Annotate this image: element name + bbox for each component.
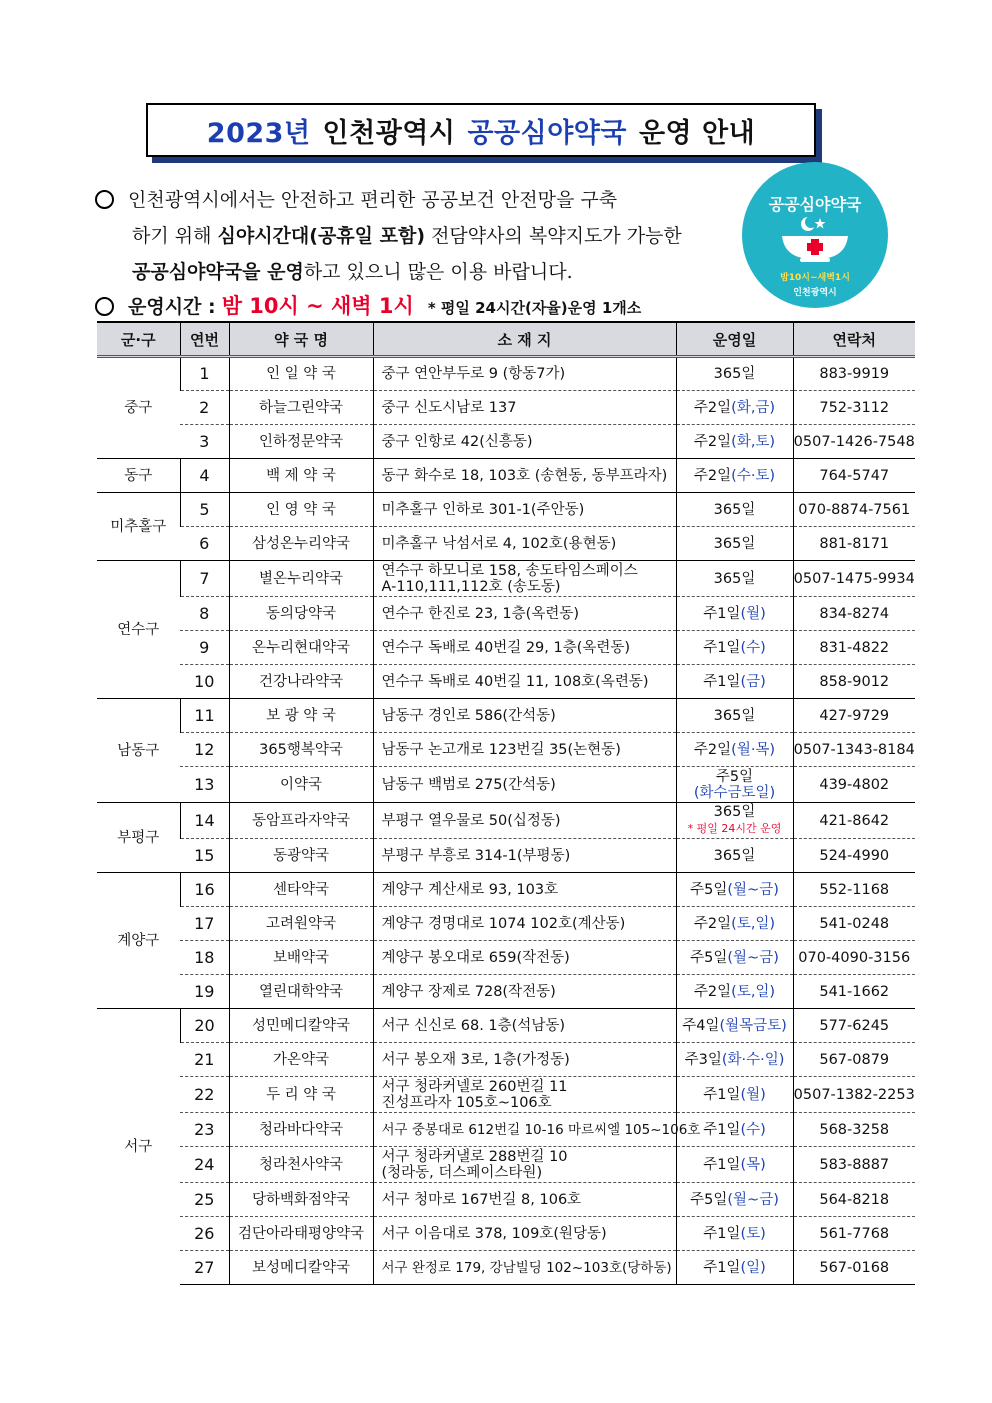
operating-day-cell: [676, 975, 793, 1009]
number-cell: 21: [180, 1043, 229, 1077]
phone-cell: 567-0168: [793, 1251, 915, 1285]
day-count: 365일: [713, 366, 756, 382]
phone-cell: 070-8874-7561: [793, 493, 915, 527]
table-row: [97, 1113, 915, 1147]
day-count: 주1일: [703, 1086, 741, 1103]
pharmacy-name-cell: 센타약국: [229, 873, 373, 907]
address-line: 연수구 독배로 40번길 29, 1층(옥련동): [381, 639, 631, 656]
table-row: [97, 1147, 915, 1183]
table-row: [97, 1009, 915, 1043]
intro-line3b: 하고 있으니 많은 이용 바랍니다.: [303, 261, 573, 283]
number-cell: 2: [180, 391, 229, 425]
phone-cell: 0507-1426-7548: [793, 425, 915, 459]
address-cell: [373, 733, 676, 767]
day-detail: (금): [740, 673, 766, 690]
address-cell: [373, 357, 676, 391]
day-count: 주5일: [690, 1191, 728, 1208]
phone-cell: 883-9919: [793, 357, 915, 391]
number-cell: 9: [180, 631, 229, 665]
day-detail: (일): [740, 1259, 766, 1276]
header-cell-4: 운영일: [676, 322, 793, 357]
day-count: 주2일: [693, 983, 732, 1000]
table-body: [97, 357, 915, 1285]
operating-day-cell: [676, 425, 793, 459]
address-cell: [373, 425, 676, 459]
operating-day-cell: [676, 357, 793, 391]
day-count: 365일: [713, 847, 756, 864]
address-cell: [373, 1077, 676, 1113]
number-cell: 8: [180, 597, 229, 631]
intro-line3-bold: 공공심야약국을 운영: [132, 261, 304, 283]
day-detail: (월): [740, 1086, 766, 1103]
day-count: 주2일: [693, 467, 732, 484]
intro-line1: 인천광역시에서는 안전하고 편리한 공공보건 안전망을 구축: [128, 189, 618, 211]
day-count: 주1일: [703, 1225, 741, 1242]
header-cell-5: 연락처: [793, 322, 915, 357]
pharmacy-badge: [742, 162, 888, 308]
phone-cell: 0507-1343-8184: [793, 733, 915, 767]
table-row: [97, 1217, 915, 1251]
pharmacy-name-cell: 하늘그린약국: [229, 391, 373, 425]
operating-day-cell: [676, 839, 793, 873]
number-cell: 15: [180, 839, 229, 873]
intro-line2-bold: 심야시간대(공휴일 포함): [217, 225, 426, 247]
day-detail: (월~금): [727, 881, 779, 898]
pharmacy-name-cell: 당하백화점약국: [229, 1183, 373, 1217]
badge-title: 공공심야약국: [768, 195, 862, 214]
address-line: 서구 청라커넬로 260번길 11: [381, 1078, 568, 1095]
phone-cell: 421-8642: [793, 803, 915, 839]
phone-cell: 752-3112: [793, 391, 915, 425]
operating-day-cell: [676, 873, 793, 907]
table-row: [97, 733, 915, 767]
address-line: 부평구 열우물로 50(십정동): [381, 812, 561, 829]
day-detail: (수): [740, 1121, 766, 1138]
day-detail: (수·토): [731, 467, 776, 484]
table-row: [97, 873, 915, 907]
address-cell: [373, 1043, 676, 1077]
address-line: 서구 완정로 179, 강남빌딩 102~103호(당하동): [381, 1259, 672, 1276]
phone-cell: 561-7768: [793, 1217, 915, 1251]
address-cell: [373, 907, 676, 941]
operating-day-cell: [676, 527, 793, 561]
number-cell: 4: [180, 459, 229, 493]
operating-day-cell: [676, 665, 793, 699]
address-line: 미추홀구 인하로 301-1(주안동): [381, 501, 585, 518]
number-cell: 17: [180, 907, 229, 941]
address-cell: [373, 493, 676, 527]
pharmacy-name-cell: 검단아라태평양약국: [229, 1217, 373, 1251]
address-cell: [373, 459, 676, 493]
pharmacy-name-cell: 동의당약국: [229, 597, 373, 631]
phone-cell: 0507-1382-2253: [793, 1077, 915, 1113]
day-count: 주5일: [690, 881, 728, 898]
day-detail: (화수금토일): [693, 784, 776, 801]
day-detail: (토,일): [731, 915, 776, 932]
pharmacy-name-cell: 백 제 약 국: [229, 459, 373, 493]
number-cell: 26: [180, 1217, 229, 1251]
district-cell: 남동구: [97, 699, 180, 803]
day-count: 주5일: [715, 768, 754, 785]
district-cell: 부평구: [97, 803, 180, 873]
pharmacy-name-cell: 성민메디칼약국: [229, 1009, 373, 1043]
day-detail: (월): [740, 605, 766, 622]
pharmacy-name-cell: 이약국: [229, 767, 373, 803]
table-header-row: [97, 322, 915, 357]
address-line: 서구 신신로 68. 1층(석남동): [381, 1017, 565, 1034]
phone-cell: 577-6245: [793, 1009, 915, 1043]
day-detail: (화,토): [731, 433, 776, 450]
title-city: 인천광역시: [322, 117, 456, 149]
address-line: 중구 신도시남로 137: [381, 399, 517, 416]
address-line: 서구 중봉대로 612번길 10-16 마르씨엘 105~106호: [381, 1121, 701, 1138]
pharmacy-name-cell: 인하정문약국: [229, 425, 373, 459]
address-line: 동구 화수로 18, 103호 (송현동, 동부프라자): [381, 467, 668, 484]
address-cell: [373, 631, 676, 665]
number-cell: 16: [180, 873, 229, 907]
day-count: 주1일: [703, 605, 741, 622]
table-row: [97, 425, 915, 459]
address-cell: [373, 665, 676, 699]
title-highlight: 공공심야약국: [467, 117, 627, 149]
day-detail: (월~금): [727, 949, 779, 966]
pharmacy-name-cell: 청라천사약국: [229, 1147, 373, 1183]
day-count: 주2일: [693, 915, 732, 932]
phone-cell: 881-8171: [793, 527, 915, 561]
pharmacy-name-cell: 별온누리약국: [229, 561, 373, 597]
address-line: 연수구 하모니로 158, 송도타임스페이스: [381, 562, 638, 579]
table-row: [97, 1043, 915, 1077]
address-cell: [373, 1217, 676, 1251]
day-detail: (화·수·일): [721, 1051, 785, 1068]
number-cell: 1: [180, 357, 229, 391]
day-count: 365일: [713, 535, 756, 552]
address-line: 연수구 독배로 40번길 11, 108호(옥련동): [381, 673, 649, 690]
address-cell: [373, 527, 676, 561]
table-row: [97, 357, 915, 391]
phone-cell: 858-9012: [793, 665, 915, 699]
hours-label: 운영시간 :: [128, 296, 216, 318]
day-count: 주4일: [682, 1017, 720, 1034]
address-line: 남동구 경인로 586(간석동): [381, 707, 556, 724]
pharmacy-name-cell: 인 영 약 국: [229, 493, 373, 527]
number-cell: 10: [180, 665, 229, 699]
number-cell: 27: [180, 1251, 229, 1285]
phone-cell: 568-3258: [793, 1113, 915, 1147]
day-detail: (월목금토): [719, 1017, 787, 1034]
day-count: 주1일: [703, 1156, 741, 1173]
address-line: 서구 이음대로 378, 109호(원당동): [381, 1225, 607, 1242]
title-tail: 운영 안내: [638, 117, 756, 149]
day-detail: (화,금): [731, 399, 776, 416]
pharmacy-name-cell: 청라바다약국: [229, 1113, 373, 1147]
phone-cell: 567-0879: [793, 1043, 915, 1077]
day-count: 주1일: [703, 1121, 741, 1138]
address-line: 남동구 논고개로 123번길 35(논현동): [381, 741, 621, 758]
address-cell: [373, 1147, 676, 1183]
operating-day-cell: [676, 459, 793, 493]
table-row: [97, 527, 915, 561]
table-row: [97, 907, 915, 941]
operating-day-cell: [676, 1009, 793, 1043]
pharmacy-name-cell: 고려원약국: [229, 907, 373, 941]
address-line: 남동구 백범로 275(간석동): [381, 776, 556, 793]
address-cell: [373, 1251, 676, 1285]
address-cell: [373, 391, 676, 425]
address-cell: [373, 975, 676, 1009]
table-row: [97, 493, 915, 527]
table-row: [97, 459, 915, 493]
operating-day-cell: [676, 907, 793, 941]
address-line: A-110,111,112호 (송도동): [381, 578, 561, 595]
day-note: * 평일 24시간 운영: [687, 822, 782, 835]
operating-day-cell: [676, 1043, 793, 1077]
intro-line2b: 전담약사의 복약지도가 가능한: [425, 225, 682, 247]
day-count: 주2일: [693, 433, 732, 450]
table-row: [97, 1251, 915, 1285]
operating-day-cell: [676, 561, 793, 597]
operating-day-cell: [676, 941, 793, 975]
day-count: 365일: [713, 804, 756, 820]
pharmacy-name-cell: 보배약국: [229, 941, 373, 975]
address-line: 부평구 부흥로 314-1(부평동): [381, 847, 571, 864]
district-cell: 미추홀구: [97, 493, 180, 561]
intro-line2a: 하기 위해: [132, 225, 218, 247]
address-line: 중구 인항로 42(신흥동): [381, 433, 533, 450]
day-count: 365일: [713, 501, 756, 518]
day-count: 주5일: [690, 949, 728, 966]
bullet-circle-icon: [95, 297, 114, 316]
operating-day-cell: [676, 1147, 793, 1183]
phone-cell: 070-4090-3156: [793, 941, 915, 975]
operating-day-cell: [676, 631, 793, 665]
day-detail: (토,일): [731, 983, 776, 1000]
hours-note: * 평일 24시간(자율)운영 1개소: [427, 299, 642, 317]
day-count: 주1일: [703, 639, 741, 656]
address-cell: [373, 1183, 676, 1217]
header-cell-2: 약 국 명: [229, 322, 373, 357]
number-cell: 14: [180, 803, 229, 839]
pharmacy-name-cell: 보 광 약 국: [229, 699, 373, 733]
number-cell: 12: [180, 733, 229, 767]
pharmacy-name-cell: 동암프라자약국: [229, 803, 373, 839]
day-count: 주1일: [703, 1259, 741, 1276]
pharmacy-name-cell: 365행복약국: [229, 733, 373, 767]
operating-day-cell: [676, 1077, 793, 1113]
day-count: 365일: [713, 707, 756, 724]
day-count: 주2일: [693, 399, 732, 416]
day-detail: (수): [740, 639, 766, 656]
district-cell: 중구: [124, 400, 153, 416]
address-line: 서구 청라커낼로 288번길 10: [381, 1148, 568, 1165]
phone-cell: 831-4822: [793, 631, 915, 665]
operating-day-cell: [676, 803, 793, 839]
pharmacy-name-cell: 열린대학약국: [229, 975, 373, 1009]
address-cell: [373, 597, 676, 631]
address-line: 계양구 장제로 728(작전동): [381, 983, 556, 1000]
address-cell: [373, 1009, 676, 1043]
mortar-cross-icon: [742, 214, 888, 264]
address-line: 계양구 봉오대로 659(작전동): [381, 949, 570, 966]
number-cell: 5: [180, 493, 229, 527]
number-cell: 6: [180, 527, 229, 561]
address-line: 미추홀구 낙섬서로 4, 102호(용현동): [381, 535, 617, 552]
address-cell: [373, 561, 676, 597]
phone-cell: 552-1168: [793, 873, 915, 907]
address-line: 계양구 경명대로 1074 102호(계산동): [381, 915, 626, 932]
header-cell-0: 군·구: [97, 322, 180, 357]
pharmacy-name-cell: 두 리 약 국: [229, 1077, 373, 1113]
intro-paragraph: [95, 182, 745, 290]
address-line: 연수구 한진로 23, 1층(옥련동): [381, 605, 579, 622]
operating-day-cell: [676, 699, 793, 733]
number-cell: 22: [180, 1077, 229, 1113]
district-cell: 계양구: [97, 873, 180, 1009]
day-count: 주1일: [703, 673, 741, 690]
number-cell: 13: [180, 767, 229, 803]
address-cell: [373, 767, 676, 803]
phone-cell: 764-5747: [793, 459, 915, 493]
address-line: 계양구 계산새로 93, 103호: [381, 881, 559, 898]
badge-city: 인천광역시: [793, 288, 837, 298]
address-cell: [373, 873, 676, 907]
address-cell: [373, 699, 676, 733]
phone-cell: 524-4990: [793, 839, 915, 873]
number-cell: 23: [180, 1113, 229, 1147]
address-line: (청라동, 더스페이스타원): [381, 1164, 543, 1181]
day-detail: (월·목): [731, 741, 776, 758]
pharmacy-name-cell: 삼성온누리약국: [229, 527, 373, 561]
number-cell: 20: [180, 1009, 229, 1043]
table-row: [97, 941, 915, 975]
page-title: [146, 103, 816, 157]
number-cell: 11: [180, 699, 229, 733]
number-cell: 3: [180, 425, 229, 459]
table-row: [97, 839, 915, 873]
table-row: [97, 1183, 915, 1217]
phone-cell: 541-0248: [793, 907, 915, 941]
table-row: [97, 699, 915, 733]
header-cell-3: 소 재 지: [373, 322, 676, 357]
phone-cell: 427-9729: [793, 699, 915, 733]
phone-cell: 0507-1475-9934: [793, 561, 915, 597]
phone-cell: 583-8887: [793, 1147, 915, 1183]
table-row: [97, 631, 915, 665]
phone-cell: 564-8218: [793, 1183, 915, 1217]
address-cell: [373, 1113, 701, 1147]
hours-time: 밤 10시 ~ 새벽 1시: [221, 294, 414, 318]
phone-cell: 541-1662: [793, 975, 915, 1009]
table-row: [97, 391, 915, 425]
address-cell: [373, 803, 676, 839]
bullet-circle-icon: [95, 190, 114, 209]
badge-hours: 밤10시~새벽1시: [780, 273, 850, 283]
number-cell: 19: [180, 975, 229, 1009]
address-cell: [373, 839, 676, 873]
address-line: 서구 봉오재 3로, 1층(가정동): [381, 1051, 570, 1068]
operating-day-cell: [676, 1183, 793, 1217]
pharmacy-name-cell: 건강나라약국: [229, 665, 373, 699]
operating-hours: [95, 290, 641, 320]
pharmacy-name-cell: 인 일 약 국: [229, 357, 373, 391]
pharmacy-name-cell: 가온약국: [229, 1043, 373, 1077]
address-line: 진성프라자 105호~106호: [381, 1094, 552, 1111]
number-cell: 18: [180, 941, 229, 975]
table-row: [97, 1077, 915, 1113]
pharmacy-table: [97, 321, 915, 1285]
table-row: [97, 803, 915, 839]
day-detail: (월~금): [727, 1191, 779, 1208]
operating-day-cell: [676, 1217, 793, 1251]
district-cell: 연수구: [97, 561, 180, 699]
day-detail: (목): [740, 1156, 766, 1173]
number-cell: 25: [180, 1183, 229, 1217]
pharmacy-name-cell: 온누리현대약국: [229, 631, 373, 665]
operating-day-cell: [676, 391, 793, 425]
table-row: [97, 597, 915, 631]
table-row: [97, 561, 915, 597]
operating-day-cell: [676, 493, 793, 527]
table-row: [97, 975, 915, 1009]
operating-day-cell: [676, 597, 793, 631]
operating-day-cell: [676, 733, 793, 767]
address-line: 서구 청마로 167번길 8, 106호: [381, 1191, 582, 1208]
header-cell-1: 연번: [180, 322, 229, 357]
number-cell: 24: [180, 1147, 229, 1183]
table-row: [97, 665, 915, 699]
address-cell: [373, 941, 676, 975]
pharmacy-name-cell: 보성메디칼약국: [229, 1251, 373, 1285]
number-cell: 7: [180, 561, 229, 597]
operating-day-cell: [676, 1251, 793, 1285]
operating-day-cell: [676, 767, 793, 803]
pharmacy-name-cell: 동광약국: [229, 839, 373, 873]
table-row: [97, 767, 915, 803]
district-cell: 동구: [97, 459, 180, 493]
day-count: 주2일: [693, 741, 732, 758]
day-detail: (토): [740, 1225, 766, 1242]
title-year: 2023년: [206, 117, 311, 149]
district-cell: 서구: [97, 1009, 180, 1285]
phone-cell: 439-4802: [793, 767, 915, 803]
day-count: 주3일: [684, 1051, 722, 1068]
address-line: 중구 연안부두로 9 (항동7가): [381, 366, 566, 382]
day-count: 365일: [713, 570, 756, 587]
phone-cell: 834-8274: [793, 597, 915, 631]
